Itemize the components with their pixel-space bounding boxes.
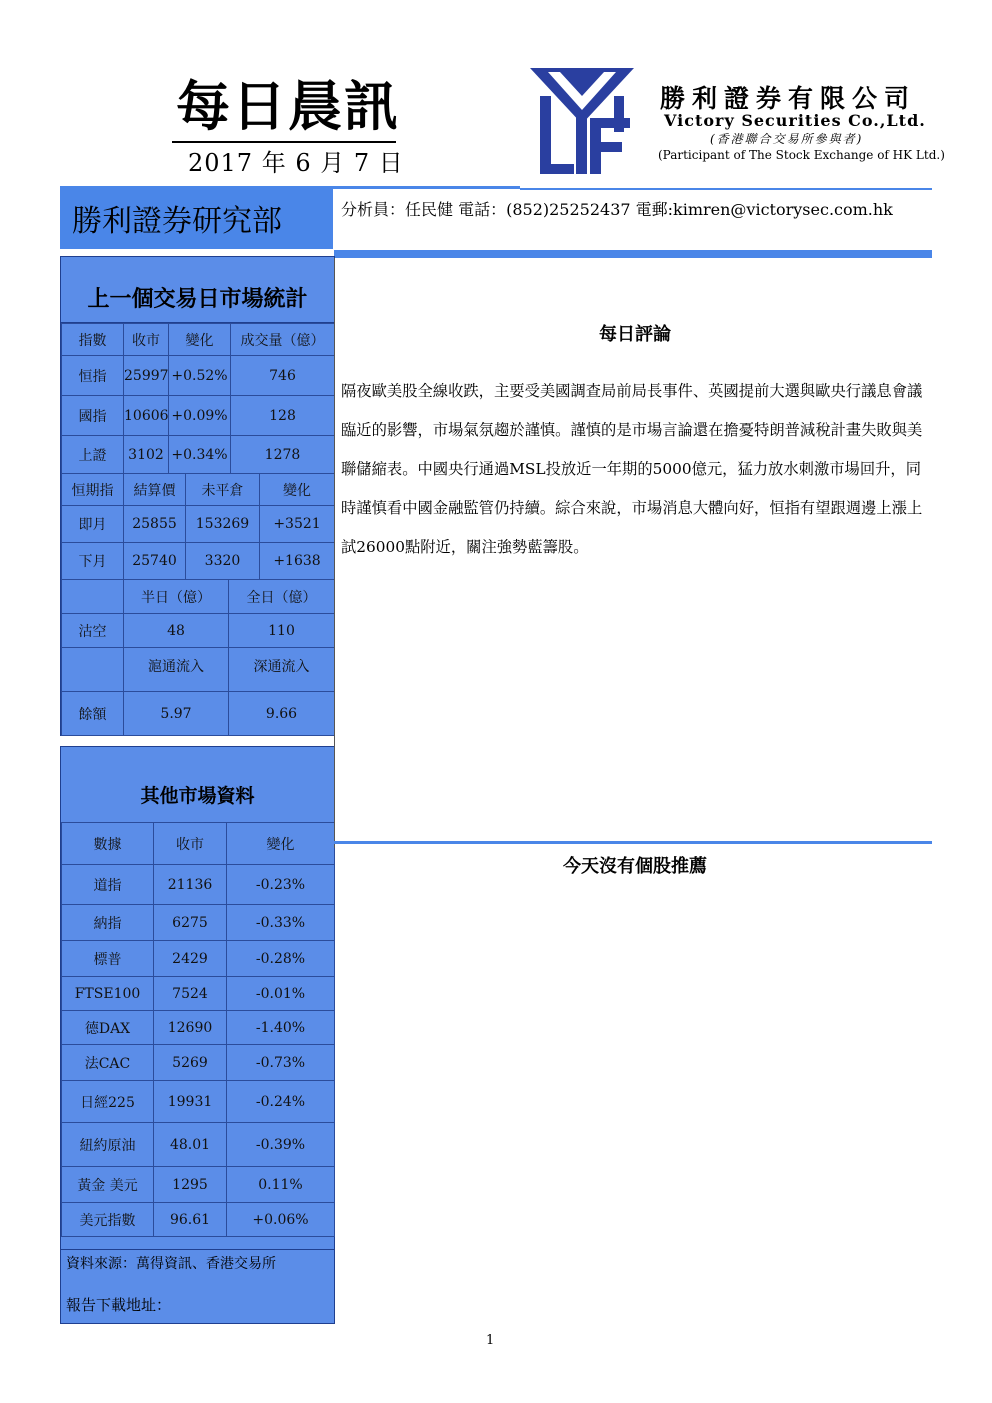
- market-stats-title: 上一個交易日市場統計: [87, 287, 308, 312]
- title-underline: [172, 141, 396, 143]
- table-cell: 納指: [62, 905, 154, 941]
- table-row: [62, 692, 335, 736]
- header-cell: 收市: [154, 823, 227, 865]
- header-cell: 深通流入: [229, 648, 335, 692]
- futures-table: [61, 473, 335, 580]
- table-cell: 9.66: [229, 692, 335, 736]
- source-divider: [60, 1249, 335, 1250]
- company-name-chinese: 勝利證券有限公司: [660, 84, 917, 113]
- header-cell: 全日（億）: [229, 580, 335, 614]
- table-cell: -1.40%: [227, 1011, 335, 1045]
- table-cell: 25997: [124, 356, 169, 396]
- recommendation-band: [334, 841, 932, 844]
- content-top-band: [334, 250, 932, 258]
- table-row: [62, 1081, 335, 1123]
- short-flow-table: [61, 579, 335, 736]
- header-cell: 成交量（億）: [231, 324, 335, 356]
- table-row: [62, 1167, 335, 1203]
- table-row: [62, 1011, 335, 1045]
- table-cell: 法CAC: [62, 1045, 154, 1081]
- table-cell: 黃金 美元: [62, 1167, 154, 1203]
- table-cell: -0.39%: [227, 1123, 335, 1167]
- table-cell: -0.28%: [227, 941, 335, 977]
- table-row: [62, 543, 335, 580]
- column-divider: [334, 258, 335, 848]
- table-cell: 0.11%: [227, 1167, 335, 1203]
- table-cell: 746: [231, 356, 335, 396]
- futures-header-row: [62, 474, 335, 506]
- header-cell: 半日（億）: [124, 580, 229, 614]
- table-cell: +1638: [260, 543, 335, 580]
- table-cell: 1278: [231, 436, 335, 474]
- table-cell: 48.01: [154, 1123, 227, 1167]
- table-cell: 標普: [62, 941, 154, 977]
- table-cell: 下月: [62, 543, 124, 580]
- table-cell: 即月: [62, 506, 124, 543]
- table-row: [62, 506, 335, 543]
- table-row: [62, 941, 335, 977]
- victory-logo-icon: [526, 66, 638, 178]
- table-cell: 6275: [154, 905, 227, 941]
- table-cell: 25855: [124, 506, 186, 543]
- header-cell: 收市: [124, 324, 169, 356]
- table-cell: -0.24%: [227, 1081, 335, 1123]
- table-cell: 19931: [154, 1081, 227, 1123]
- table-row: [62, 865, 335, 905]
- header-cell: 變化: [169, 324, 231, 356]
- header-cell: 結算價: [124, 474, 186, 506]
- table-cell: 國指: [62, 396, 124, 436]
- table-row: [62, 1045, 335, 1081]
- table-cell: 110: [229, 614, 335, 648]
- table-cell: 7524: [154, 977, 227, 1011]
- header-cell: 變化: [260, 474, 335, 506]
- table-row: [62, 1123, 335, 1167]
- table-cell: 12690: [154, 1011, 227, 1045]
- table-cell: 沽空: [62, 614, 124, 648]
- analyst-contact: 分析員：任民健 電話：(852)25252437 電郵:kimren@victorysec.com.hk: [341, 200, 893, 219]
- table-cell: 48: [124, 614, 229, 648]
- table-cell: 德DAX: [62, 1011, 154, 1045]
- table-row: [62, 436, 335, 474]
- table-row: [62, 356, 335, 396]
- table-cell: 96.61: [154, 1203, 227, 1237]
- table-row: [62, 1203, 335, 1237]
- table-cell: 1295: [154, 1167, 227, 1203]
- table-cell: 153269: [186, 506, 260, 543]
- table-row: [62, 614, 335, 648]
- flow-header-row: [62, 648, 335, 692]
- table-cell: 紐約原油: [62, 1123, 154, 1167]
- table-cell: 3102: [124, 436, 169, 474]
- stock-recommendation: 今天沒有個股推薦: [563, 856, 707, 877]
- department-name: 勝利證券研究部: [72, 204, 282, 239]
- table-cell: 上證: [62, 436, 124, 474]
- table-cell: 128: [231, 396, 335, 436]
- table-row: [62, 905, 335, 941]
- other-header-row: [62, 823, 335, 865]
- daily-comment-title: 每日評論: [599, 324, 671, 345]
- table-cell: 恒指: [62, 356, 124, 396]
- page-number: 1: [486, 1333, 495, 1348]
- table-row: [62, 977, 335, 1011]
- table-cell: 3320: [186, 543, 260, 580]
- company-name-english: Victory Securities Co.,Ltd.: [664, 111, 926, 130]
- table-cell: 25740: [124, 543, 186, 580]
- table-cell: -0.23%: [227, 865, 335, 905]
- table-cell: FTSE100: [62, 977, 154, 1011]
- table-cell: +0.09%: [169, 396, 231, 436]
- company-note: (香港聯合交易所參與者): [710, 132, 864, 146]
- index-header-row: [62, 324, 335, 356]
- table-cell: +0.34%: [169, 436, 231, 474]
- table-cell: +3521: [260, 506, 335, 543]
- daily-comment-body: 隔夜歐美股全線收跌，主要受美國調查局前局長事件、英國提前大選與歐央行議息會議臨近的影響，市場氣氛趨於謹慎。謹慎的是市場言論還在擔憂特朗普減稅計畫失敗與美聯儲縮表。中國央行通過MSL投放近一年期的5000億元，猛力放水刺激市場回升，同時謹慎看中國金融監管仍持續。綜合來說，市場消息大體向好，恒指有望跟週邊上漲上試26000點附近，關注強勢藍籌股。: [341, 382, 923, 556]
- header-cell: 滬通流入: [124, 648, 229, 692]
- table-cell: 2429: [154, 941, 227, 977]
- table-cell: -0.73%: [227, 1045, 335, 1081]
- table-cell: 日經225: [62, 1081, 154, 1123]
- table-cell: -0.01%: [227, 977, 335, 1011]
- report-date: 2017 年 6 月 7 日: [188, 149, 404, 177]
- other-markets-title: 其他市場資料: [140, 785, 255, 807]
- index-table: [61, 323, 335, 474]
- table-cell: 10606: [124, 396, 169, 436]
- table-cell: 21136: [154, 865, 227, 905]
- data-source-note: 資料來源：萬得資訊、香港交易所: [66, 1256, 276, 1272]
- header-cell: 未平倉: [186, 474, 260, 506]
- table-row: [62, 396, 335, 436]
- report-title: 每日晨訊: [176, 74, 400, 138]
- table-cell: 餘額: [62, 692, 124, 736]
- table-cell: 5.97: [124, 692, 229, 736]
- table-cell: 道指: [62, 865, 154, 905]
- table-cell: +0.52%: [169, 356, 231, 396]
- header-cell: [62, 648, 124, 692]
- header-cell: 指數: [62, 324, 124, 356]
- table-cell: 5269: [154, 1045, 227, 1081]
- table-cell: 美元指數: [62, 1203, 154, 1237]
- header-rule-right: [520, 188, 932, 190]
- download-address-label: 報告下載地址：: [66, 1296, 172, 1314]
- other-markets-table: [61, 822, 335, 1237]
- table-cell: -0.33%: [227, 905, 335, 941]
- header-cell: 變化: [227, 823, 335, 865]
- short-header-row: [62, 580, 335, 614]
- company-participant: (Participant of The Stock Exchange of HK Ltd.): [658, 148, 945, 162]
- header-cell: [62, 580, 124, 614]
- table-cell: +0.06%: [227, 1203, 335, 1237]
- header-cell: 恒期指: [62, 474, 124, 506]
- header-cell: 數據: [62, 823, 154, 865]
